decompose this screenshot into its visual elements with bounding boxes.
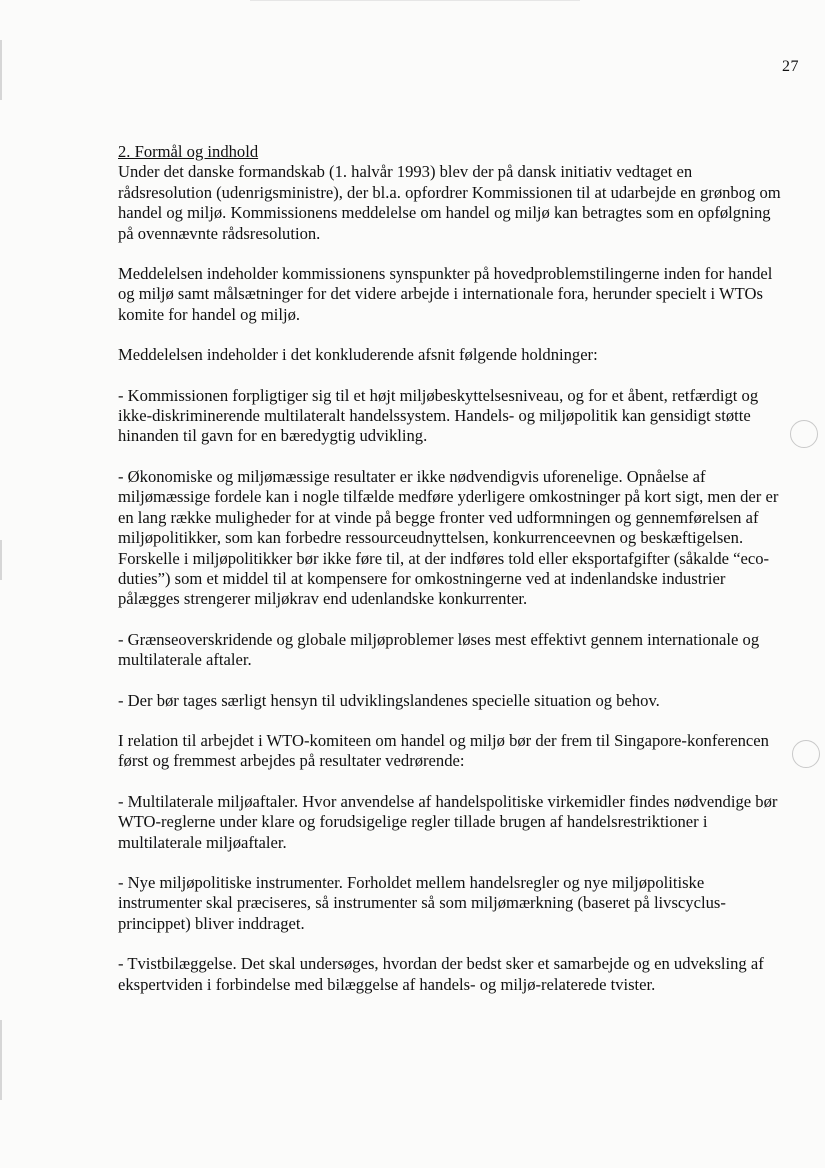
scan-margin-mark — [0, 40, 2, 100]
paragraph: Meddelelsen indeholder kommissionens synspunkter på hovedproblemstilingerne inden for handel og miljø samt målsætninger for det videre arbejde i internationale fora, herunder specielt i WTOs komite for handel og miljø. — [118, 264, 773, 324]
bullet-paragraph: - Økonomiske og miljømæssige resultater er ikke nødvendigvis uforenelige. Opnåelse af miljømæssige fordele kan i nogle tilfælde medføre yderligere omkostninger på kort sigt, men der er en lang række muligheder for at vinde på begge fronter ved udformningen og gennemførelsen af miljøpolitikker, som kan forbedre ressourceudnyttelsen, konkurrenceevnen og beskæftigelsen. Forskelle i miljøpolitikker bør ikke føre til, at der indføres told eller eksportafgifter (såkalde “eco-duties”) som et middel til at kompensere for omkostningerne ved at indenlandske industrier pålægges strengerer miljøkrav end udenlandske konkurrenter. — [118, 466, 779, 609]
bullet-paragraph: - Tvistbilæggelse. Det skal undersøges, hvordan der bedst sker et samarbejde og en udveksling af ekspertviden i forbindelse med bilæggelse af handels- og miljø-relaterede tvister. — [118, 954, 764, 994]
bullet-paragraph: - Grænseoverskridende og globale miljøproblemer løses mest effektivt gennem internationale og multilaterale aftaler. — [118, 629, 760, 670]
scan-margin-mark — [0, 540, 2, 580]
scan-edge-line — [250, 0, 580, 1]
paragraph: Meddelelsen indeholder i det konkluderende afsnit følgende holdninger: — [118, 345, 598, 365]
paragraph: Under det danske formandskab (1. halvår 1993) blev der på dansk initiativ vedtaget en rådsresolution (udenrigsministre), der bl.a. opfordrer Kommissionen til at udarbejde en grønbog om handel og miljø. Kommissionens meddelelse om handel og miljø kan betragtes som en opfølgning på ovennævnte rådsresolution. — [118, 162, 781, 243]
scan-margin-mark — [0, 1020, 2, 1100]
bullet-paragraph: - Der bør tages særligt hensyn til udviklingslandenes specielle situation og behov. — [118, 690, 660, 710]
document-body — [118, 142, 786, 1015]
bullet-paragraph: - Kommissionen forpligtiger sig til et højt miljøbeskyttelsesniveau, og for et åbent, retfærdigt og ikke-diskriminerende multilateralt handelssystem. Handels- og miljøpolitik kan gensidigt støtte hinanden til gavn for en bæredygtig udvikling. — [118, 385, 759, 446]
page-number: 27 — [782, 58, 799, 75]
bullet-paragraph: - Nye miljøpolitiske instrumenter. Forholdet mellem handelsregler og nye miljøpolitiske instrumenter skal præciseres, så instrumenter så som miljømærkning (baseret på livscyclus-princippet) bliver inddraget. — [118, 872, 726, 933]
paragraph: I relation til arbejdet i WTO-komiteen om handel og miljø bør der frem til Singapore-konferencen først og fremmest arbejdes på resultater vedrørende: — [118, 730, 769, 771]
bullet-paragraph: - Multilaterale miljøaftaler. Hvor anvendelse af handelspolitiske virkemidler findes nødvendige bør WTO-reglerne under klare og forudsigelige regler tillade brugen af handelsrestriktioner i multilaterale miljøaftaler. — [118, 791, 778, 852]
punch-hole-mark — [790, 420, 818, 448]
section-heading: 2. Formål og indhold — [118, 142, 259, 161]
punch-hole-mark — [792, 740, 820, 768]
